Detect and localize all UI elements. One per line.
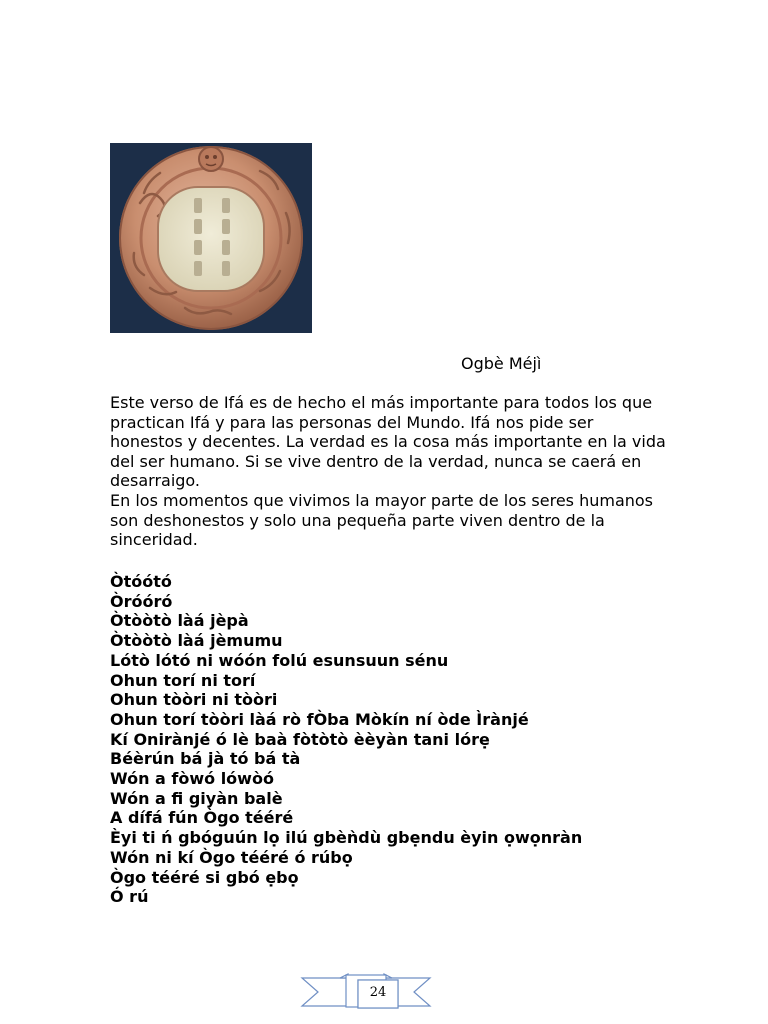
verse-line: Òtòòtò làá jèpà: [110, 611, 249, 631]
verse-line: Kí Onirànjé ó lè baà fòtòtò èèyàn tani lórẹ: [110, 729, 490, 749]
intro-paragraph: En los momentos que vivimos la mayor parte de los seres humanos son deshonestos y solo una pequeña parte viven dentro de la sinceridad.: [110, 490, 654, 550]
verse-line: Òróóró: [110, 591, 173, 611]
intro-text: [110, 393, 670, 550]
verse-line: Ohun torí ni torí: [110, 670, 256, 690]
verse-line: Ògo tééré si gbó ẹbọ: [110, 867, 299, 887]
page-footer: [300, 972, 432, 1012]
verse-line: Òtòòtò làá jèmumu: [110, 631, 283, 651]
verse-line: Wón a fi giyàn balè: [110, 788, 283, 808]
verse-line: Ohun tòòri ni tòòri: [110, 690, 278, 710]
divination-tray-icon: [110, 143, 312, 333]
verse-line: Èyi ti ń gbóguún lọ ilú gbèǹdù gbẹndu èyin ọwọnràn: [110, 828, 583, 848]
page-number: 24: [369, 985, 387, 1000]
verse-text: [110, 572, 710, 907]
verse-line: A dífá fún Ògo tééré: [110, 808, 294, 828]
verse-line: Òtóótó: [110, 572, 172, 591]
opon-ifa-image: [110, 143, 312, 333]
verse-line: Wón ni kí Ògo tééré ó rúbọ: [110, 847, 353, 867]
verse-line: Lótò lótó ni wóón folú esunsuun sénu: [110, 650, 449, 670]
verse-line: Béèrún bá jà tó bá tà: [110, 749, 301, 769]
verse-line: Ó rú: [110, 887, 149, 907]
intro-paragraph: Este verso de Ifá es de hecho el más importante para todos los que practican Ifá y para las personas del Mundo. Ifá nos pide ser honestos y decentes. La verdad es la cosa más importante en la vida del ser humano. Si se vive dentro de la verdad, nunca se caerá en desarraigo.: [110, 393, 666, 491]
verse-title: Ogbè Méjì: [461, 354, 542, 373]
verse-line: Wón a fòwó lówòó: [110, 769, 274, 789]
verse-line: Ohun torí tòòri làá rò fÒba Mòkín ní òde Ìrànjé: [110, 709, 529, 729]
